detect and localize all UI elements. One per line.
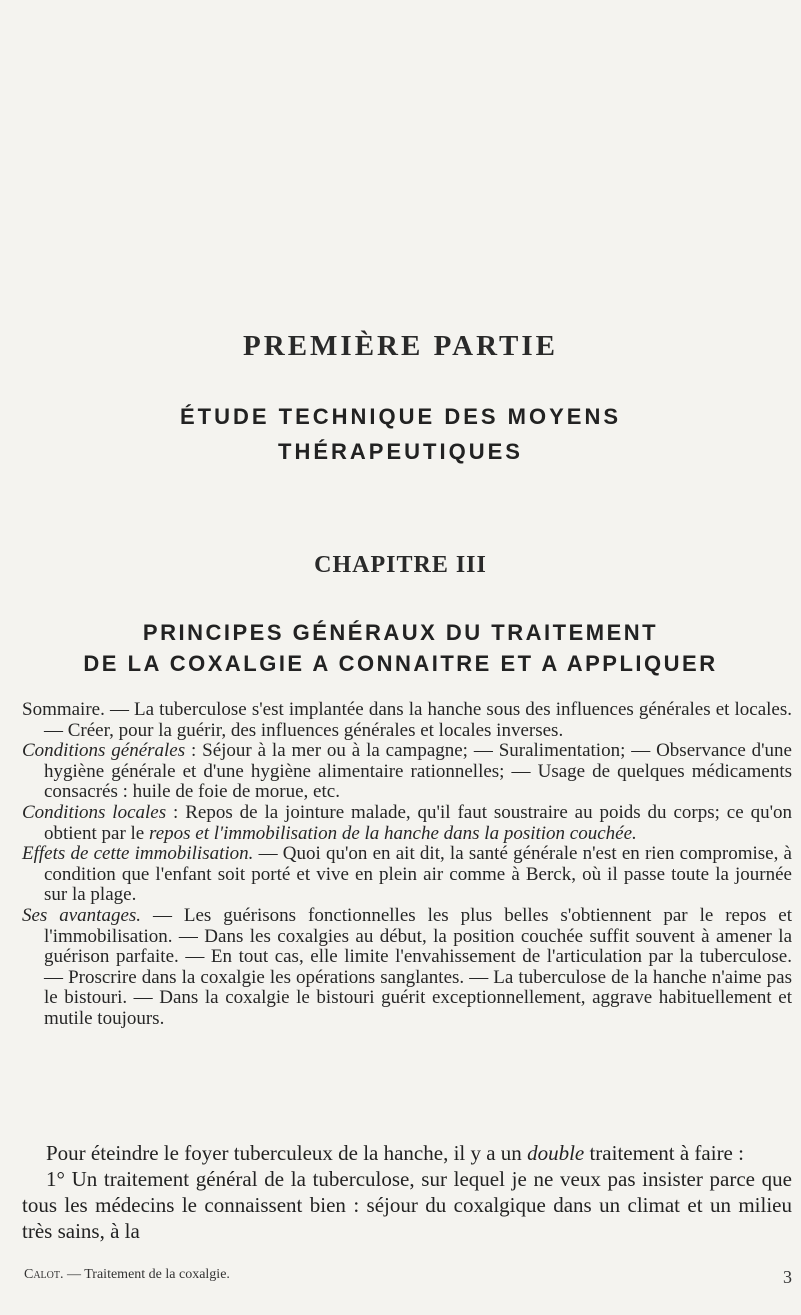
summary-label: Conditions générales [22, 740, 186, 762]
summary-paragraph [22, 803, 792, 844]
part-title: PREMIÈRE PARTIE [243, 330, 558, 362]
footer-author: Calot. [24, 1267, 64, 1282]
summary-text: — Quoi qu'on en ait dit, la santé générale n'est en rien compromise, à condition que l'enfant soit porté et vive en plein air comme à Berck, où il passe toute la journée sur la plage. [44, 843, 792, 906]
summary-emphasis: repos et l'immobilisation de la hanche dans la position couchée. [149, 822, 637, 844]
chapter-title-line2: DE LA COXALGIE A CONNAITRE ET A APPLIQUER [83, 651, 718, 676]
chapter-heading: CHAPITRE III [314, 552, 487, 578]
body-emphasis: double [527, 1141, 585, 1165]
footer-title: — Traitement de la coxalgie. [63, 1267, 230, 1282]
page-footer [24, 1267, 792, 1287]
summary-paragraph [22, 906, 792, 1030]
section-subtitle-line1: ÉTUDE TECHNIQUE DES MOYENS [179, 404, 622, 429]
chapter-title-line1: PRINCIPES GÉNÉRAUX DU TRAITEMENT [142, 620, 659, 645]
summary-paragraph [22, 844, 792, 906]
summary-label: Effets de cette immobilisation. [22, 843, 254, 865]
summary-text: — La tuberculose s'est implantée dans la hanche sous des influences générales et locales. — Créer, pour la guérir, des influences générales et locales inverses. [44, 699, 792, 741]
summary-paragraph [22, 700, 792, 741]
summary-text: — Les guérisons fonctionnelles les plus belles s'obtiennent par le repos et l'immobilisation. — Dans les coxalgies au début, la position couchée suffit souvent à amener la guérison parfaite. — En tout cas, elle limite l'envahissement de l'articulation par la tuberculose. — Proscrire dans la coxalgie les opérations sanglantes. — La tuberculose de la hanche n'aime pas le bistouri. — Dans la coxalgie le bistouri guérit exceptionnellement, aggrave habituellement et mutile toujours. [44, 904, 792, 1029]
summary-text: : Séjour à la mer ou à la campagne; — Suralimentation; — Observance d'une hygiène générale et d'une hygiène alimentaire rationnelles; — Usage de quelques médicaments consacrés : huile de foie de morue, etc. [44, 740, 792, 803]
section-subtitle-line2: THÉRAPEUTIQUES [278, 439, 523, 464]
summary-text: : Repos de la jointure malade, qu'il faut soustraire au poids du corps; ce qu'on obtient par le [44, 801, 792, 844]
summary-paragraph [22, 741, 792, 803]
body-text [22, 1140, 792, 1244]
summary-label: Conditions locales [22, 801, 167, 823]
chapter-summary [22, 700, 792, 1030]
summary-label: Ses avantages. [22, 904, 142, 926]
body-paragraph: 1° Un traitement général de la tuberculose, sur lequel je ne veux pas insister parce que tous les médecins le connaissent bien : séjour du coxalgique dans un climat et un milieu très sains, à la [22, 1167, 792, 1243]
body-paragraph: Pour éteindre le foyer tuberculeux de la hanche, il y a un double traitement à faire : [46, 1141, 744, 1165]
page-number: 3 [783, 1267, 792, 1287]
summary-label: Sommaire. [22, 699, 105, 720]
